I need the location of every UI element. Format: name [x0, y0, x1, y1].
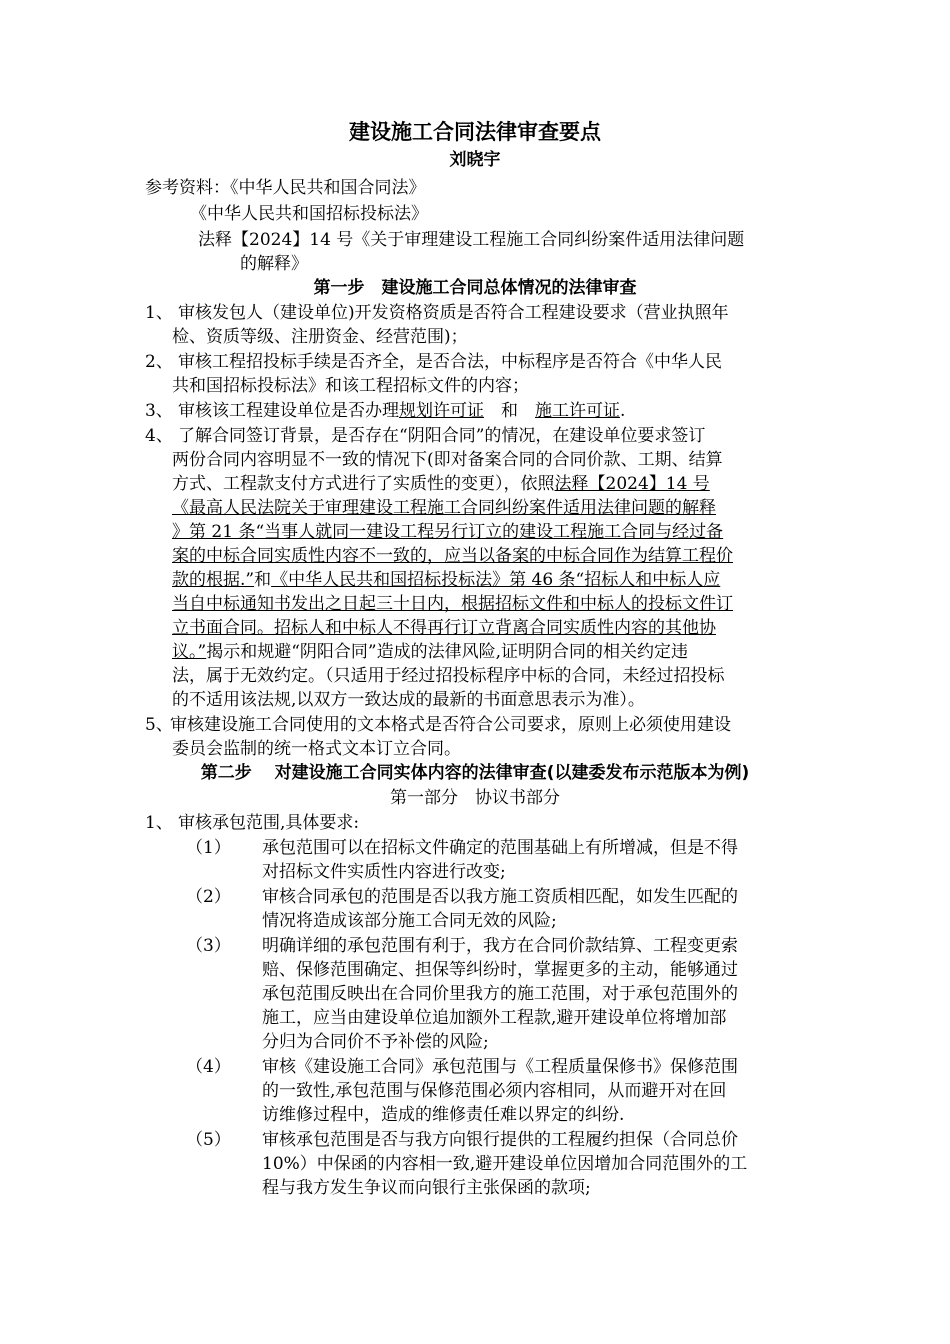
sub-item-3-num: （3） — [186, 936, 231, 956]
step1-item3-text: 审核该工程建设单位是否办理 — [178, 401, 399, 421]
reference-contract-law: 《中华人民共和国合同法》 — [230, 178, 426, 198]
step1-item4-line4: 《最高人民法院关于审理建设工程施工合同纠纷案件适用法律问题的解释 — [172, 498, 716, 518]
step1-item5-line1: 审核建设施工合同使用的文本格式是否符合公司要求，原则上必须使用建设 — [170, 715, 731, 735]
sub-item-3-line1: 明确详细的承包范围有利于，我方在合同价款结算、工程变更索 — [262, 936, 738, 956]
step1-item2-line1: 审核工程招投标手续是否齐全，是否合法，中标程序是否符合《中华人民 — [178, 352, 722, 372]
step1-item1-line2: 检、资质等级、注册资金、经营范围)； — [172, 327, 468, 347]
step2-item1-num: 1、 — [145, 813, 173, 833]
sub-item-5-line1: 审核承包范围是否与我方向银行提供的工程履约担保（合同总价 — [262, 1130, 738, 1150]
step1-item5-num: 5、 — [145, 715, 173, 735]
document-title: 建设施工合同法律审查要点 — [349, 120, 601, 144]
step1-item4-line12: 的不适用该法规,以双方一致达成的最新的书面意思表示为准）。 — [172, 690, 645, 710]
step2-heading: 第二步 对建设施工合同实体内容的法律审查(以建委发布示范版本为例) — [200, 763, 750, 783]
sub-item-3-line4: 施工，应当由建设单位追加额外工程款,避开建设单位将增加部 — [262, 1008, 727, 1028]
step1-item4-line3-text: 方式、工程款支付方式进行了实质性的变更），依照 — [172, 474, 555, 494]
sub-item-1-line2: 对招标文件实质性内容进行改变; — [262, 862, 506, 882]
step1-item4-line10-quote: 议。” — [172, 642, 207, 662]
reference-bidding-law: 《中华人民共和国招标投标法》 — [190, 204, 428, 224]
step1-item2-num: 2、 — [145, 352, 173, 372]
sub-item-4-line2: 的一致性,承包范围与保修范围必须内容相同，从而避开对在回 — [262, 1081, 727, 1101]
step1-item4-line9: 立书面合同。招标人和中标人不得再行订立背离合同实质性内容的其他协 — [172, 618, 716, 638]
step1-item1-num: 1、 — [145, 303, 173, 323]
step1-item3-period: . — [620, 401, 626, 421]
step1-item4-line10-text: 揭示和规避“阴阳合同”造成的法律风险,证明阴合同的相关约定违 — [206, 642, 688, 662]
document-author: 刘晓宇 — [449, 150, 501, 170]
sub-item-3-line3: 承包范围反映出在合同价里我方的施工范围，对于承包范围外的 — [262, 984, 738, 1004]
reference-judicial-interpretation: 法释【2024】14 号《关于审理建设工程施工合同纠纷案件适用法律问题 — [198, 230, 745, 250]
sub-item-2-line1: 审核合同承包的范围是否以我方施工资质相匹配，如发生匹配的 — [262, 887, 738, 907]
step1-item3-and: 和 — [484, 401, 535, 421]
step1-item4-num: 4、 — [145, 426, 173, 446]
step2-item1-text: 审核承包范围,具体要求: — [178, 813, 360, 833]
sub-item-4-line1: 审核《建设施工合同》承包范围与《工程质量保修书》保修范围 — [262, 1057, 738, 1077]
step1-item4-line6: 案的中标合同实质性内容不一致的，应当以备案的中标合同作为结算工程价 — [172, 546, 733, 566]
part1-heading: 第一部分 协议书部分 — [390, 788, 560, 808]
sub-item-2-num: （2） — [186, 887, 231, 907]
references-label: 参考资料： — [145, 178, 230, 198]
step1-item4-line1: 了解合同签订背景，是否存在“阴阳合同”的情况，在建设单位要求签订 — [178, 426, 706, 446]
sub-item-5-num: （5） — [186, 1130, 231, 1150]
sub-item-4-num: （4） — [186, 1057, 231, 1077]
step1-item4-line5: 》第 21 条“当事人就同一建设工程另行订立的建设工程施工合同与经过备 — [172, 522, 724, 542]
step1-item4-line2: 两份合同内容明显不一致的情况下(即对备案合同的合同价款、工期、结算 — [172, 450, 723, 470]
sub-item-2-line2: 情况将造成该部分施工合同无效的风险; — [262, 911, 557, 931]
step1-item4-line3 — [172, 472, 710, 496]
step1-item4-line8: 当自中标通知书发出之日起三十日内，根据招标文件和中标人的投标文件订 — [172, 594, 733, 614]
planning-permit-link[interactable]: 规划许可证 — [399, 401, 484, 421]
step1-heading: 第一步 建设施工合同总体情况的法律审查 — [313, 278, 637, 298]
construction-permit-link[interactable]: 施工许可证 — [535, 401, 620, 421]
step1-item5-line2: 委员会监制的统一格式文本订立合同。 — [172, 739, 461, 759]
sub-item-4-line3: 访维修过程中，造成的维修责任难以界定的纠纷. — [262, 1105, 625, 1125]
step1-item4-line7-and: 和 — [254, 570, 272, 590]
sub-item-1-line1: 承包范围可以在招标文件确定的范围基础上有所增减，但是不得 — [262, 838, 738, 858]
step1-item4-line7-quote: 款的根据.” — [172, 570, 255, 590]
step1-item4-line11: 法，属于无效约定。（只适用于经过招投标程序中标的合同，未经过招投标 — [172, 666, 725, 686]
references-label-line — [145, 176, 426, 200]
sub-item-3-line5: 分归为合同价不予补偿的风险; — [262, 1032, 489, 1052]
sub-item-5-line2: 10%）中保函的内容相一致,避开建设单位因增加合同范围外的工 — [262, 1154, 748, 1174]
step1-item4-line7 — [172, 568, 720, 592]
sub-item-1-num: （1） — [186, 838, 231, 858]
reference-judicial-interpretation-cont: 的解释》 — [240, 254, 308, 274]
step1-item3-num: 3、 — [145, 401, 173, 421]
judicial-interpretation-ref: 法释【2024】14 号 — [554, 474, 710, 494]
step1-item4-line10 — [172, 640, 688, 664]
step1-item2-line2: 共和国招标投标法》和该工程招标文件的内容； — [172, 376, 529, 396]
sub-item-3-line2: 赔、保修范围确定、担保等纠纷时，掌握更多的主动，能够通过 — [262, 960, 738, 980]
sub-item-5-line3: 程与我方发生争议而向银行主张保函的款项; — [262, 1178, 591, 1198]
step1-item3-line — [178, 399, 625, 423]
step1-item4-line7-law: 《中华人民共和国招标投标法》第 46 条“招标人和中标人应 — [271, 570, 721, 590]
step1-item1-line1: 审核发包人（建设单位)开发资格资质是否符合工程建设要求（营业执照年 — [178, 303, 729, 323]
